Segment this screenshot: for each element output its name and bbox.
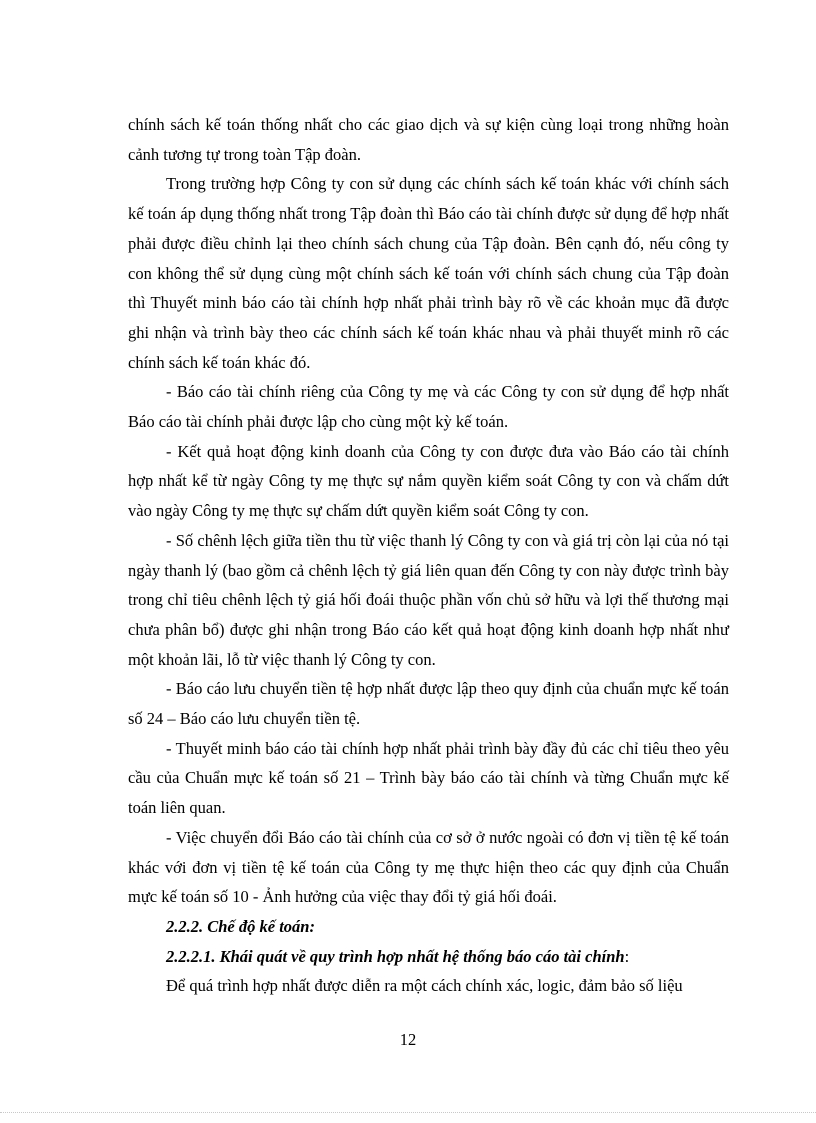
paragraph-continuation: chính sách kế toán thống nhất cho các giao dịch và sự kiện cùng loại trong những hoàn cảnh tương tự trong toàn Tập đoàn. <box>128 115 729 164</box>
page-number: 12 <box>399 1030 417 1049</box>
section-heading-accounting-regime: 2.2.2. Chế độ kế toán: <box>166 916 315 936</box>
subsection-heading-colon: : <box>624 946 630 966</box>
paragraph-different-policies: Trong trường hợp Công ty con sử dụng các chính sách kế toán khác với chính sách kế toán áp dụng thống nhất trong Tập đoàn thì Báo cáo tài chính được sử dụng để hợp nhất phải được điều chỉnh lại theo chính sách chung của Tập đoàn. Bên cạnh đó, nếu công ty con không thể sử dụng cùng một chính sách kế toán với chính sách chung của Tập đoàn thì Thuyết minh báo cáo tài chính hợp nhất phải trình bày rõ về các khoản mục đã được ghi nhận và trình bày theo các chính sách kế toán khác nhau và phải thuyết minh rõ các chính sách kế toán khác đó. <box>128 174 729 372</box>
paragraph-notes: - Thuyết minh báo cáo tài chính hợp nhất phải trình bày đầy đủ các chỉ tiêu theo yêu cầu của Chuẩn mực kế toán số 21 – Trình bày báo cáo tài chính và từng Chuẩn mực kế toán liên quan. <box>128 738 729 818</box>
paragraph-same-period: - Báo cáo tài chính riêng của Công ty mẹ và các Công ty con sử dụng để hợp nhất Báo cáo tài chính phải được lập cho cùng một kỳ kế toán. <box>128 382 729 432</box>
subsection-heading-text: 2.2.2.1. Khái quát về quy trình hợp nhất hệ thống báo cáo tài chính <box>166 946 625 966</box>
paragraph-consolidation-intro: Để quá trình hợp nhất được diễn ra một cách chính xác, logic, đảm bảo số liệu <box>166 976 683 996</box>
document-body <box>128 110 729 1001</box>
page-bottom-divider <box>0 1112 816 1113</box>
subsection-heading-consolidation-process <box>128 942 729 972</box>
paragraph-business-results: - Kết quả hoạt động kinh doanh của Công ty con được đưa vào Báo cáo tài chính hợp nhất kể từ ngày Công ty mẹ thực sự nắm quyền kiểm soát Công ty con và chấm dứt vào ngày Công ty mẹ thực sự chấm dứt quyền kiểm soát Công ty con. <box>128 441 729 521</box>
paragraph-foreign-conversion: - Việc chuyển đổi Báo cáo tài chính của cơ sở ở nước ngoài có đơn vị tiền tệ kế toán khác với đơn vị tiền tệ kế toán của Công ty mẹ thực hiện theo các quy định của Chuẩn mực kế toán số 10 - Ảnh hưởng của việc thay đổi tỷ giá hối đoái. <box>128 827 729 907</box>
paragraph-disposal-difference: - Số chênh lệch giữa tiền thu từ việc thanh lý Công ty con và giá trị còn lại của nó tại ngày thanh lý (bao gồm cả chênh lệch tỷ giá liên quan đến Công ty con này được trình bày trong chỉ tiêu chênh lệch tỷ giá hối đoái thuộc phần vốn chủ sở hữu và lợi thế thương mại chưa phân bổ) được ghi nhận trong Báo cáo kết quả hoạt động kinh doanh hợp nhất như một khoản lãi, lỗ từ việc thanh lý Công ty con. <box>128 530 729 669</box>
paragraph-cash-flow: - Báo cáo lưu chuyển tiền tệ hợp nhất được lập theo quy định của chuẩn mực kế toán số 24 – Báo cáo lưu chuyển tiền tệ. <box>128 679 729 729</box>
